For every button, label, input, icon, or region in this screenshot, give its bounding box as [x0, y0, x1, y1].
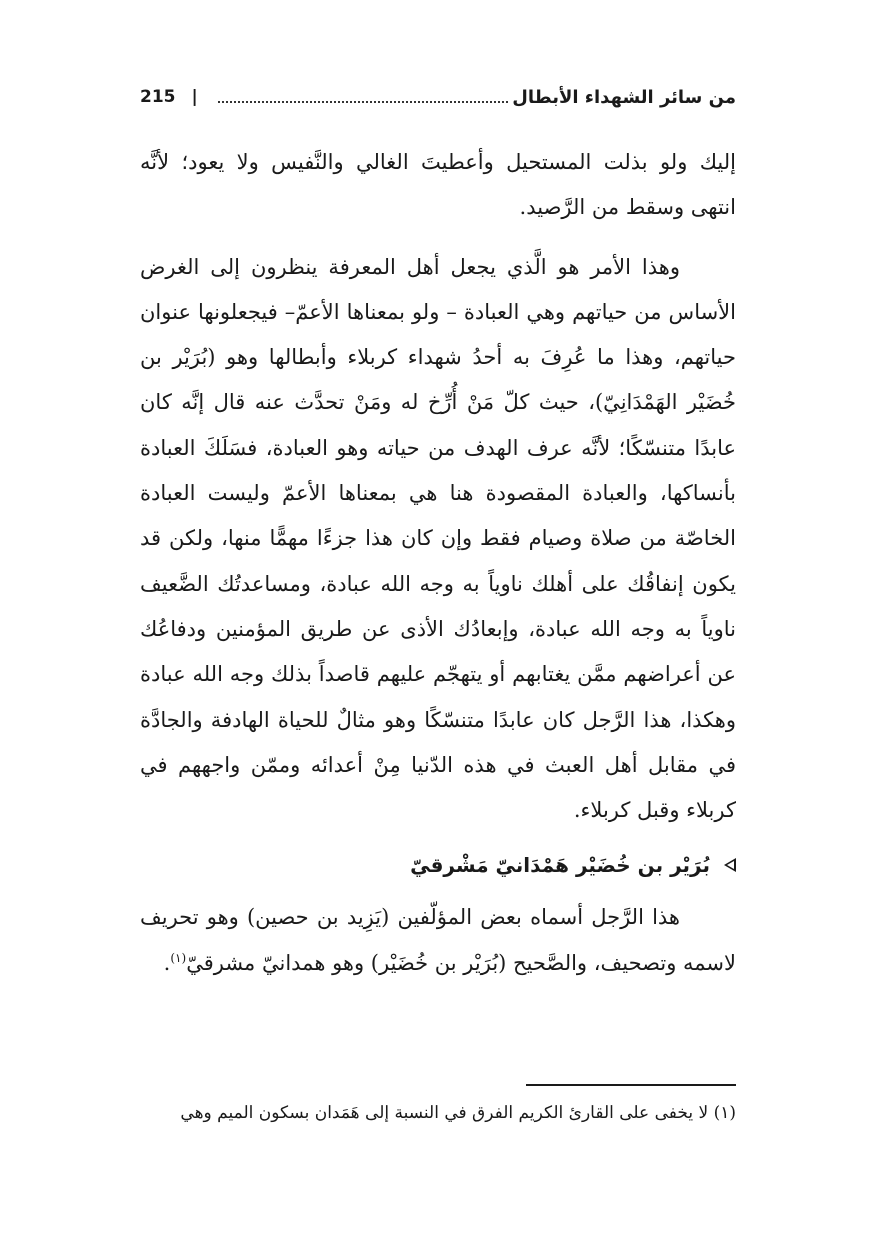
running-header — [140, 80, 736, 114]
header-dot-leader — [218, 101, 509, 103]
triangle-marker-icon — [724, 858, 736, 872]
section-heading — [140, 847, 736, 883]
paragraph-end-period: . — [163, 950, 171, 975]
paragraph-worship: وهذا الأمر هو الَّذي يجعل أهل المعرفة ينظرون إلى الغرض الأساس من حياتهم وهي العبادة – ولو بمعناها الأعمّ– فيجعلونها عنوان حياتهم، وهذا ما عُرِفَ به أحدُ شهداء كربلاء وأبطالها وهو (بُرَيْر بن خُضَيْر الهَمْدَانِيّ)، حيث كلّ مَنْ أُرِّخ له ومَنْ تحدَّث عنه قال إنَّه كان عابدًا متنسّكًا؛ لأنَّه عرف الهدف من حياته وهو العبادة، فسَلَكَ العبادة بأنساكها، والعبادة المقصودة هنا هي بمعناها الأعمّ وليست العبادة الخاصّة من صلاة وصيام فقط وإن كان هذا جزءًا مهمًّا منها، ولكن قد يكون إنفاقُك على أهلك ناوياً به وجه الله عبادة، ومساعدتُك الضَّعيف ناوياً به وجه الله عبادة، وإبعادُك الأذى عن طريق المؤمنين ودفاعُك عن أعراضهم ممَّن يغتابهم أو يتهجّم عليهم قاصداً بذلك وجه الله عبادة وهكذا، هذا الرَّجل كان عابدًا متنسّكًا وهو مثالٌ للحياة الهادفة والجادَّة في مقابل أهل العبث في هذه الدّنيا مِنْ أعدائه وممّن واجههم في كربلاء وقبل كربلاء. — [140, 254, 736, 823]
footnote-divider — [526, 1084, 736, 1086]
paragraph-name — [140, 895, 736, 986]
paragraph-name-text: هذا الرَّجل أسماه بعض المؤلّفين (يَزِيد بن حصين) وهو تحريف لاسمه وتصحيف، والصَّحيح (بُرَيْر بن خُضَيْر) وهو همدانيّ مشرقيّ — [140, 905, 736, 975]
running-title: من سائر الشهداء الأبطال — [512, 86, 736, 108]
page-number: 215 — [140, 87, 176, 107]
footnote-reference[interactable]: (١) — [170, 950, 187, 965]
footnote-text: (١) لا يخفى على القارئ الكريم الفرق في النسبة إلى هَمَدان بسكون الميم وهي — [180, 1103, 736, 1123]
paragraph-continuation: إليك ولو بذلت المستحيل وأعطيتَ الغالي والنَّفيس ولا يعود؛ لأنَّه انتهى وسقط من الرَّصيد. — [140, 150, 736, 220]
body-text — [140, 140, 736, 986]
section-heading-text: بُرَيْر بن خُضَيْر هَمْدَانيّ مَشْرقيّ — [410, 853, 710, 878]
header-separator: | — [191, 87, 198, 107]
